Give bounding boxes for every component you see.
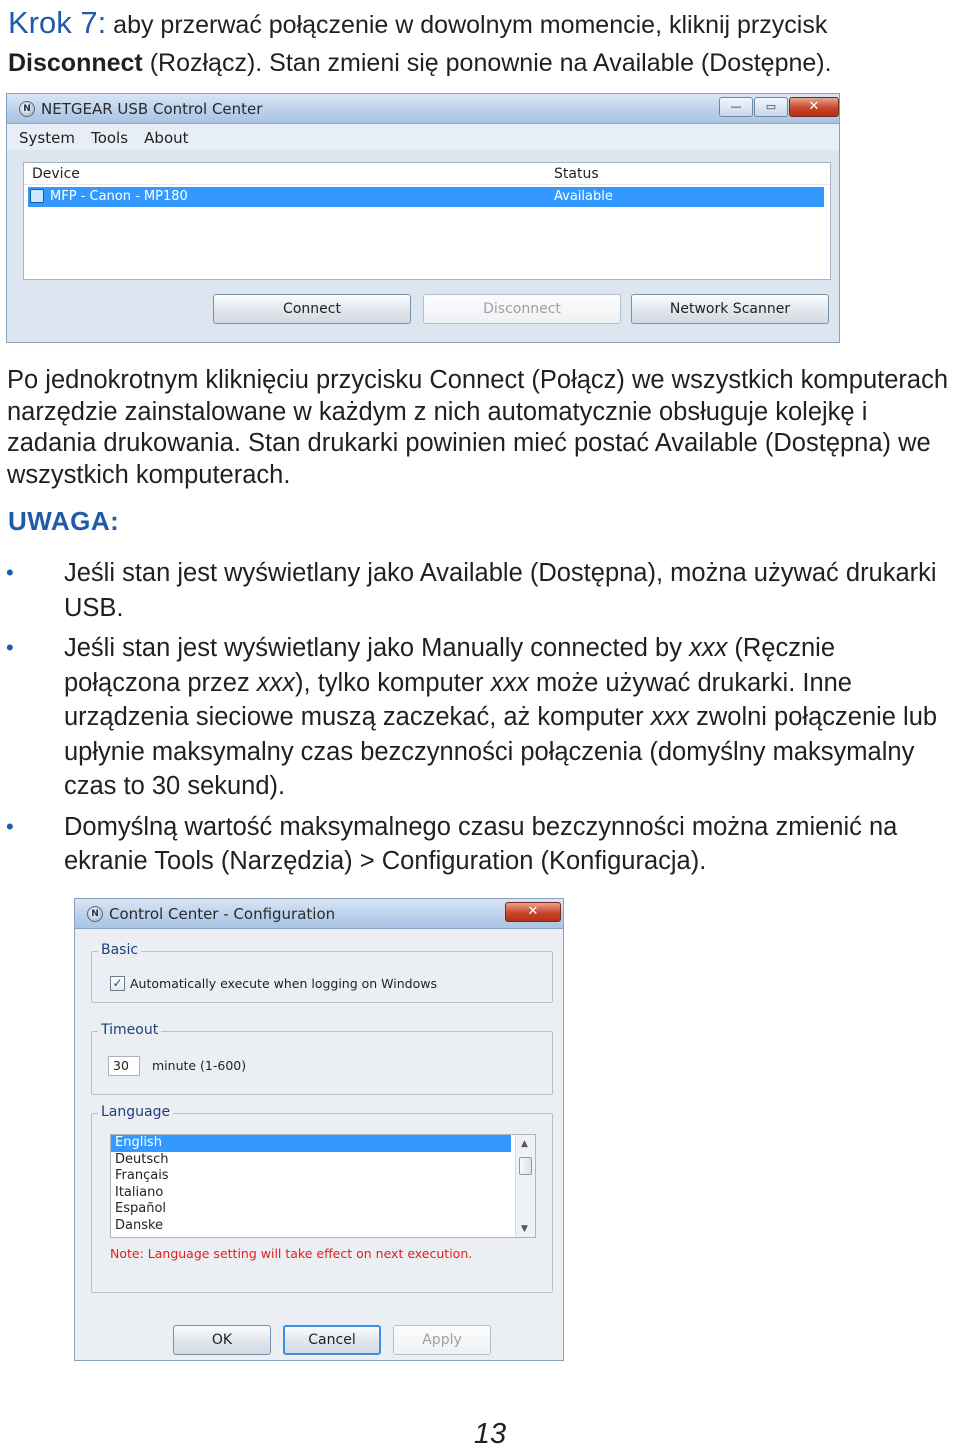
language-option[interactable]: Danske — [115, 1217, 164, 1233]
language-scrollbar[interactable] — [515, 1135, 535, 1237]
placeholder-xxx: xxx — [689, 634, 728, 662]
language-option[interactable]: Deutsch — [115, 1151, 169, 1167]
close-button[interactable]: ✕ — [789, 97, 839, 117]
timeout-label: Timeout — [98, 1022, 161, 1038]
control-center-window — [6, 93, 840, 343]
menu-system[interactable]: System — [19, 129, 75, 147]
configuration-titlebar — [75, 899, 563, 929]
note-item — [0, 631, 960, 804]
language-option[interactable]: Italiano — [115, 1184, 164, 1200]
bullet-icon: • — [6, 635, 14, 660]
timeout-input[interactable]: 30 — [108, 1056, 140, 1076]
network-scanner-button[interactable]: Network Scanner — [631, 294, 829, 324]
basic-group — [91, 942, 553, 1003]
apply-button[interactable]: Apply — [393, 1325, 491, 1355]
step-text-a: aby przerwać połączenie w dowolnym momencie, kliknij przycisk — [106, 11, 828, 39]
step-button-name: Disconnect — [8, 49, 143, 77]
timeout-group — [91, 1022, 553, 1095]
connect-button[interactable]: Connect — [213, 294, 411, 324]
timeout-unit: minute (1-600) — [152, 1058, 247, 1073]
language-label: Language — [98, 1104, 173, 1120]
page-number: 13 — [473, 1418, 507, 1450]
cancel-button[interactable]: Cancel — [283, 1325, 381, 1355]
note-heading: UWAGA: — [8, 506, 120, 536]
step-text-b: (Rozłącz). Stan zmieni się ponownie na Available (Dostępne). — [142, 49, 832, 77]
device-name: MFP - Canon - MP180 — [50, 189, 188, 204]
language-option[interactable]: Français — [115, 1168, 169, 1183]
configuration-title: Control Center - Configuration — [109, 905, 336, 923]
configuration-window — [74, 898, 564, 1361]
control-center-titlebar — [7, 94, 839, 124]
language-option[interactable]: English — [111, 1135, 511, 1152]
ok-button[interactable]: OK — [173, 1325, 271, 1355]
language-list[interactable] — [110, 1134, 536, 1238]
language-group — [91, 1104, 553, 1293]
scroll-down-icon[interactable]: ▼ — [521, 1224, 528, 1234]
note-item-text: ), tylko komputer — [295, 668, 491, 697]
step-7-text — [8, 4, 958, 82]
scroll-thumb[interactable] — [519, 1157, 532, 1175]
netgear-app-icon: N — [87, 906, 103, 922]
menu-tools[interactable]: Tools — [91, 129, 129, 147]
note-item — [0, 556, 960, 625]
disconnect-button[interactable]: Disconnect — [423, 294, 621, 324]
maximize-button[interactable]: ▭ — [754, 97, 788, 117]
printer-icon — [30, 189, 44, 203]
device-list-header — [24, 163, 830, 185]
menu-about[interactable]: About — [144, 129, 189, 147]
auto-execute-label: Automatically execute when logging on Windows — [130, 976, 437, 991]
device-row[interactable] — [28, 187, 824, 207]
language-option[interactable]: Español — [115, 1201, 167, 1216]
column-status[interactable]: Status — [554, 166, 599, 182]
note-item-text: Jeśli stan jest wyświetlany jako Manually connected by — [64, 634, 690, 662]
device-list[interactable] — [23, 162, 831, 280]
step-label: Krok 7: — [8, 5, 107, 40]
bullet-icon: • — [6, 813, 14, 839]
note-list — [0, 556, 960, 885]
note-item-text: zwolni połączenie lub upłynie maksymalny czas bezczynności połączenia (domyślny maksymalny czas to 30 sekund). — [64, 703, 938, 800]
note-item-text: Domyślną wartość maksymalnego czasu bezczynności można zmienić na ekranie Tools (Narzędzia) > Configuration (Konfiguracja). — [64, 812, 898, 875]
auto-execute-checkbox[interactable]: ✓ — [110, 976, 125, 991]
note-item — [0, 810, 960, 879]
control-center-title: NETGEAR USB Control Center — [41, 100, 263, 118]
menu-bar — [7, 124, 839, 150]
note-item-text: może używać drukarki. Inne urządzenia sieciowe muszą zaczekać, aż komputer — [64, 668, 852, 731]
body-paragraph: Po jednokrotnym kliknięciu przycisku Connect (Połącz) we wszystkich komputerach narzędzie zainstalowane w każdym z nich automatycznie obsługuje kolejkę i zadania drukowania. Stan drukarki powinien mieć postać Available (Dostępna) we wszystkich komputerach. — [7, 366, 949, 489]
netgear-app-icon: N — [19, 101, 35, 117]
column-device[interactable]: Device — [32, 166, 80, 182]
device-status: Available — [554, 189, 613, 204]
minimize-button[interactable]: — — [719, 97, 753, 117]
basic-label: Basic — [98, 942, 141, 958]
close-button[interactable]: ✕ — [505, 902, 561, 922]
note-item-text: (Ręcznie połączona przez — [64, 634, 836, 697]
placeholder-xxx: xxx — [256, 668, 296, 697]
bullet-icon: • — [6, 560, 14, 585]
language-note: Note: Language setting will take effect on next execution. — [110, 1246, 473, 1261]
note-item-text: Jeśli stan jest wyświetlany jako Available (Dostępna), można używać drukarki USB. — [64, 559, 937, 622]
placeholder-xxx: xxx — [490, 668, 529, 697]
placeholder-xxx: xxx — [650, 703, 690, 731]
scroll-up-icon[interactable]: ▲ — [521, 1139, 528, 1149]
